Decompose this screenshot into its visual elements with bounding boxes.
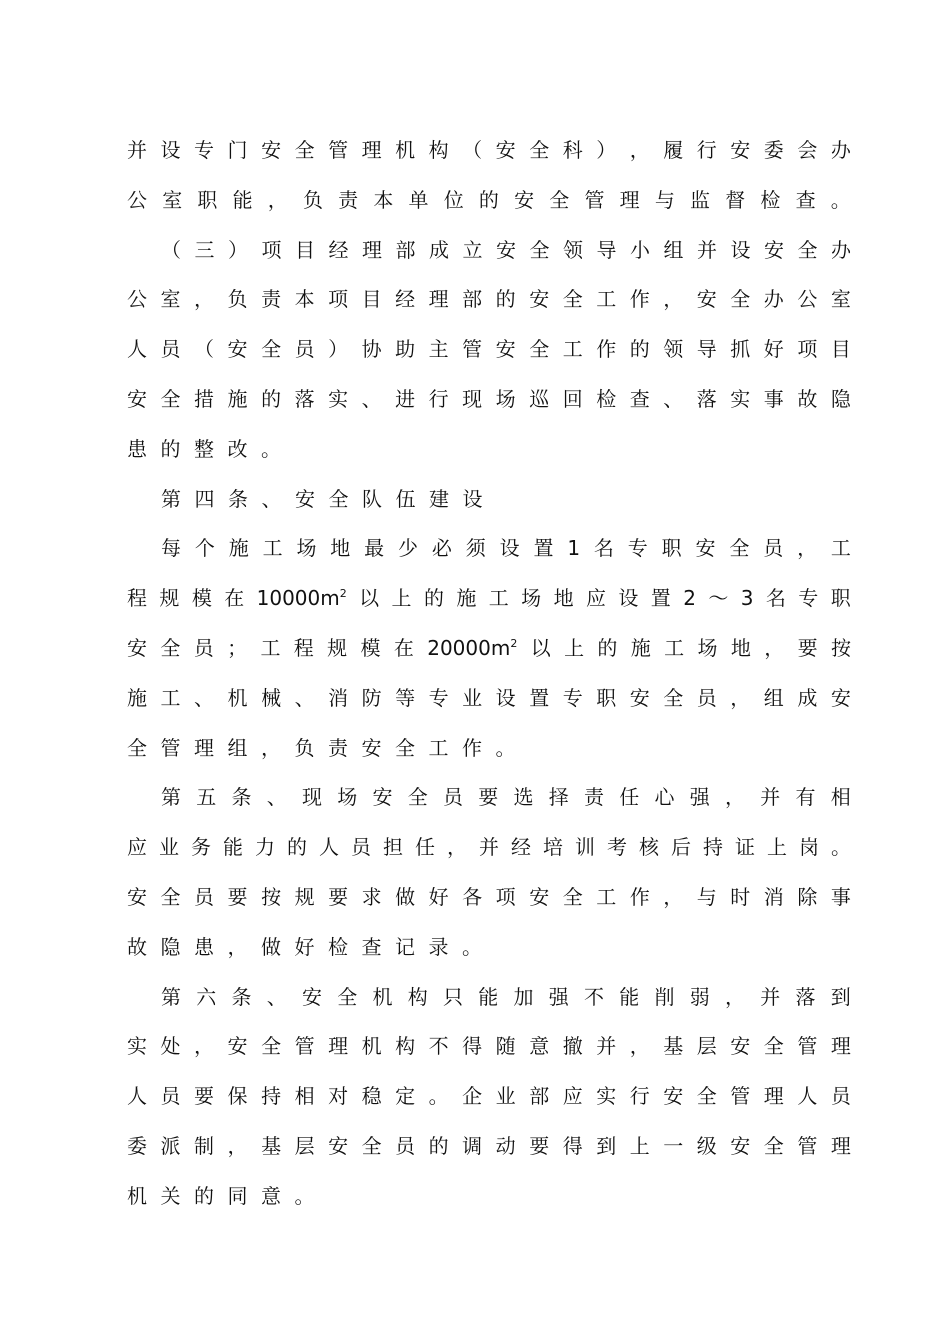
text-line: 并 设 专 门 安 全 管 理 机 构 （ 安 全 科 ） ， 履 行 安 委 会 办 <box>127 138 851 162</box>
text-line: 患 的 整 改 。 <box>127 436 281 461</box>
text-line: 第 六 条 、 安 全 机 构 只 能 加 强 不 能 削 弱 ， 并 落 到 <box>161 984 851 1009</box>
text-line: 施 工 、 机 械 、 消 防 等 专 业 设 置 专 职 安 全 员 ， 组 成 安 <box>127 685 851 710</box>
text-line: 安 全 员 ； 工 程 规 模 在 $20000m^2$ 以 上 的 施 工 场 地 ， 要 按 <box>127 636 851 660</box>
text-line: 人 员 要 保 持 相 对 稳 定 。 企 业 部 应 实 行 安 全 管 理 人 员 <box>127 1084 851 1109</box>
text-line: （ 三 ） 项 目 经 理 部 成 立 安 全 领 导 小 组 并 设 安 全 办 <box>161 237 851 262</box>
text-line: 安 全 员 要 按 规 要 求 做 好 各 项 安 全 工 作 ， 与 时 消 除 事 <box>127 885 851 909</box>
text-line: 应 业 务 能 力 的 人 员 担 任 ， 并 经 培 训 考 核 后 持 证 上 岗 。 <box>127 835 851 860</box>
text-line: 程 规 模 在 $10000m^2$ 以 上 的 施 工 场 地 应 设 置 2 ～ 3 名 专 职 <box>127 586 851 611</box>
text-line: 每 个 施 工 场 地 最 少 必 须 设 置 1 名 专 职 安 全 员 ， 工 <box>161 536 851 561</box>
text-line: 安 全 措 施 的 落 实 、 进 行 现 场 巡 回 检 查 、 落 实 事 故 隐 <box>127 387 851 411</box>
text-line: 公 室 ， 负 责 本 项 目 经 理 部 的 安 全 工 作 ， 安 全 办 公 室 <box>127 287 851 312</box>
text-line: 人 员 （ 安 全 员 ） 协 助 主 管 安 全 工 作 的 领 导 抓 好 项 目 <box>127 337 851 362</box>
text-line: 公 室 职 能 ， 负 责 本 单 位 的 安 全 管 理 与 监 督 检 查 。 <box>127 187 851 212</box>
text-line: 机 关 的 同 意 。 <box>127 1183 315 1208</box>
text-line: 委 派 制 ， 基 层 安 全 员 的 调 动 要 得 到 上 一 级 安 全 管 理 <box>127 1134 851 1158</box>
text-line: 全 管 理 组 ， 负 责 安 全 工 作 。 <box>127 735 516 760</box>
text-line: 故 隐 患 ， 做 好 检 查 记 录 。 <box>127 934 482 959</box>
text-line: 第 四 条 、 安 全 队 伍 建 设 <box>161 486 483 511</box>
text-line: 第 五 条 、 现 场 安 全 员 要 选 择 责 任 心 强 ， 并 有 相 <box>161 785 851 810</box>
text-line: 实 处 ， 安 全 管 理 机 构 不 得 随 意 撤 并 ， 基 层 安 全 管 理 <box>127 1034 851 1059</box>
